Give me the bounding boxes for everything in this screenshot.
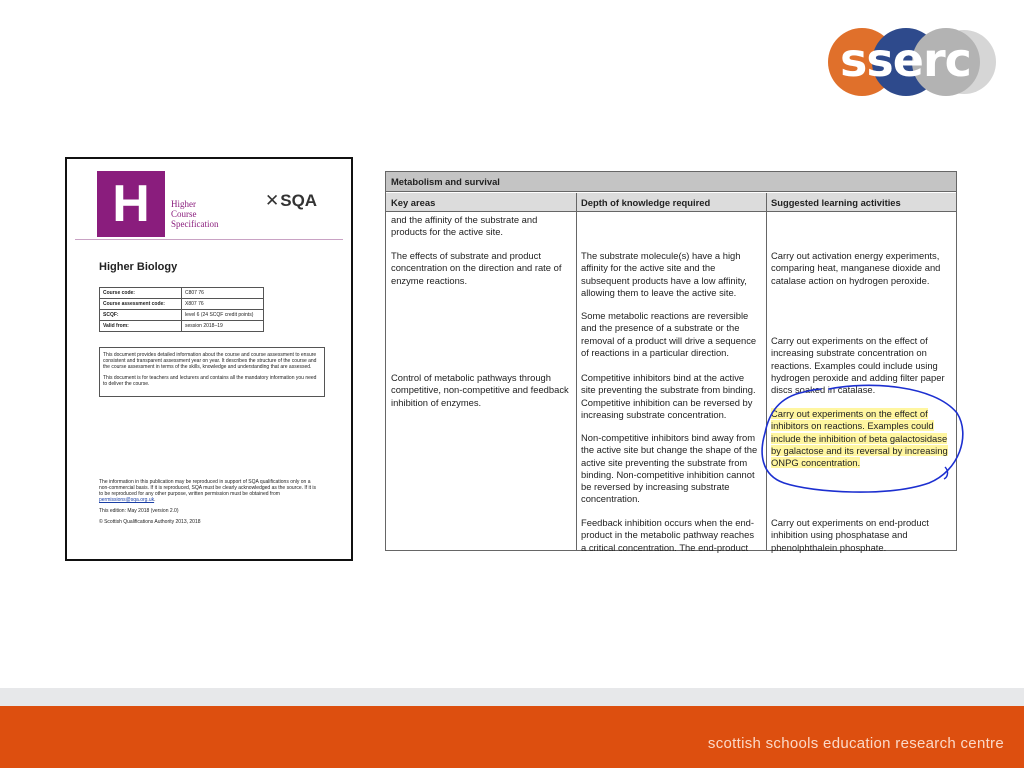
doc-description-box: This document provides detailed information about the course and course assessment to ensure consistent and transparent assessment year on year. It describes the structure of the course and the course assessment in terms of the skills, knowledge and understanding that are assessed. This document is for teachers and lecturers and contains all the mandatory information you need to deliver the course. — [99, 347, 325, 397]
depth-cell: Non-competitive inhibitors bind away from the active site but change the shape of the active site preventing the substrate from binding. Non-competitive inhibition cannot be reversed by increasing substrate concentration. — [581, 432, 758, 505]
doc-title: Higher Biology — [99, 261, 178, 273]
highlighted-text: Carry out experiments on the effect of inhibitors on reactions. Examples could include the inhibition of beta galactosidase by galactose and its reversal by increasing ONPG concentration. — [771, 408, 948, 469]
codes-row: Course code: C807 76 — [100, 288, 264, 299]
activity-cell: Carry out experiments on end-product inhibition using phosphatase and phenolphthalein phosphate. — [771, 517, 929, 553]
header-key-areas: Key areas — [386, 193, 576, 212]
footer-tagline: scottish schools education research centre — [707, 735, 1004, 752]
logo-text: sserc — [840, 33, 971, 87]
column-divider — [576, 193, 577, 550]
activity-cell: Carry out experiments on the effect of increasing substrate concentration on reactions. Examples could include using hydrogen peroxide and adding filter paper discs soaked in catalase. — [771, 335, 945, 396]
key-area-cell: Control of metabolic pathways through competitive, non-competitive and feedback inhibition of enzymes. — [391, 372, 569, 408]
header-depth: Depth of knowledge required — [576, 193, 766, 212]
metabolism-table — [385, 171, 957, 551]
doc-big-letter: H — [97, 171, 165, 237]
depth-cell: Feedback inhibition occurs when the end-product in the metabolic pathway reaches a critical concentration. The end-product — [581, 517, 755, 553]
codes-row: Course assessment code: X807 76 — [100, 299, 264, 310]
sserc-logo — [828, 28, 1000, 98]
doc-footer: The information in this publication may be reproduced in support of SQA qualifications only on a non-commercial basis. If it is reproduced, SQA must be clearly acknowledged as the source. If it is to be reproduced for any other purpose, written permission must be obtained from permissions@sqa.org.uk. This edition: May 2018 (version 2.0) © Scottish Qualifications Authority 2013, 2018 — [99, 479, 317, 525]
sqa-x-icon: ✕ — [265, 191, 280, 210]
depth-cell: Competitive inhibitors bind at the active site preventing the substrate from binding. Competitive inhibition can be reversed by increasing substrate concentration. — [581, 372, 756, 420]
doc-codes-table — [99, 287, 264, 332]
table-section-title: Metabolism and survival — [386, 172, 956, 192]
header-activities: Suggested learning activities — [766, 193, 956, 212]
footer-orange-band — [0, 706, 1024, 768]
key-area-cell: and the affinity of the substrate and products for the active site. — [391, 214, 538, 238]
activity-cell-highlighted — [771, 408, 953, 469]
permissions-email-link[interactable]: permissions@sqa.org.uk — [99, 497, 155, 503]
codes-row: SCQF: level 6 (24 SCQF credit points) — [100, 310, 264, 321]
doc-divider — [75, 239, 343, 240]
depth-cell: Some metabolic reactions are reversible and the presence of a substrate or the removal of a product will drive a sequence of reactions in a particular direction. — [581, 310, 757, 358]
doc-header-text: Higher Course Specification — [171, 199, 219, 229]
column-divider — [766, 193, 767, 550]
depth-cell: The substrate molecule(s) have a high affinity for the active site and the subsequent products have a low affinity, allowing them to leave the active site. — [581, 250, 747, 298]
key-area-cell: The effects of substrate and product concentration on the direction and rate of enzyme reactions. — [391, 250, 562, 286]
activity-cell: Carry out activation energy experiments, comparing heat, manganese dioxide and catalase action on hydrogen peroxide. — [771, 250, 941, 286]
footer-grey-band — [0, 688, 1024, 706]
course-specification-thumbnail — [65, 157, 353, 561]
codes-row: Valid from: session 2018–19 — [100, 321, 264, 332]
sqa-logo: ✕SQA — [265, 191, 318, 210]
